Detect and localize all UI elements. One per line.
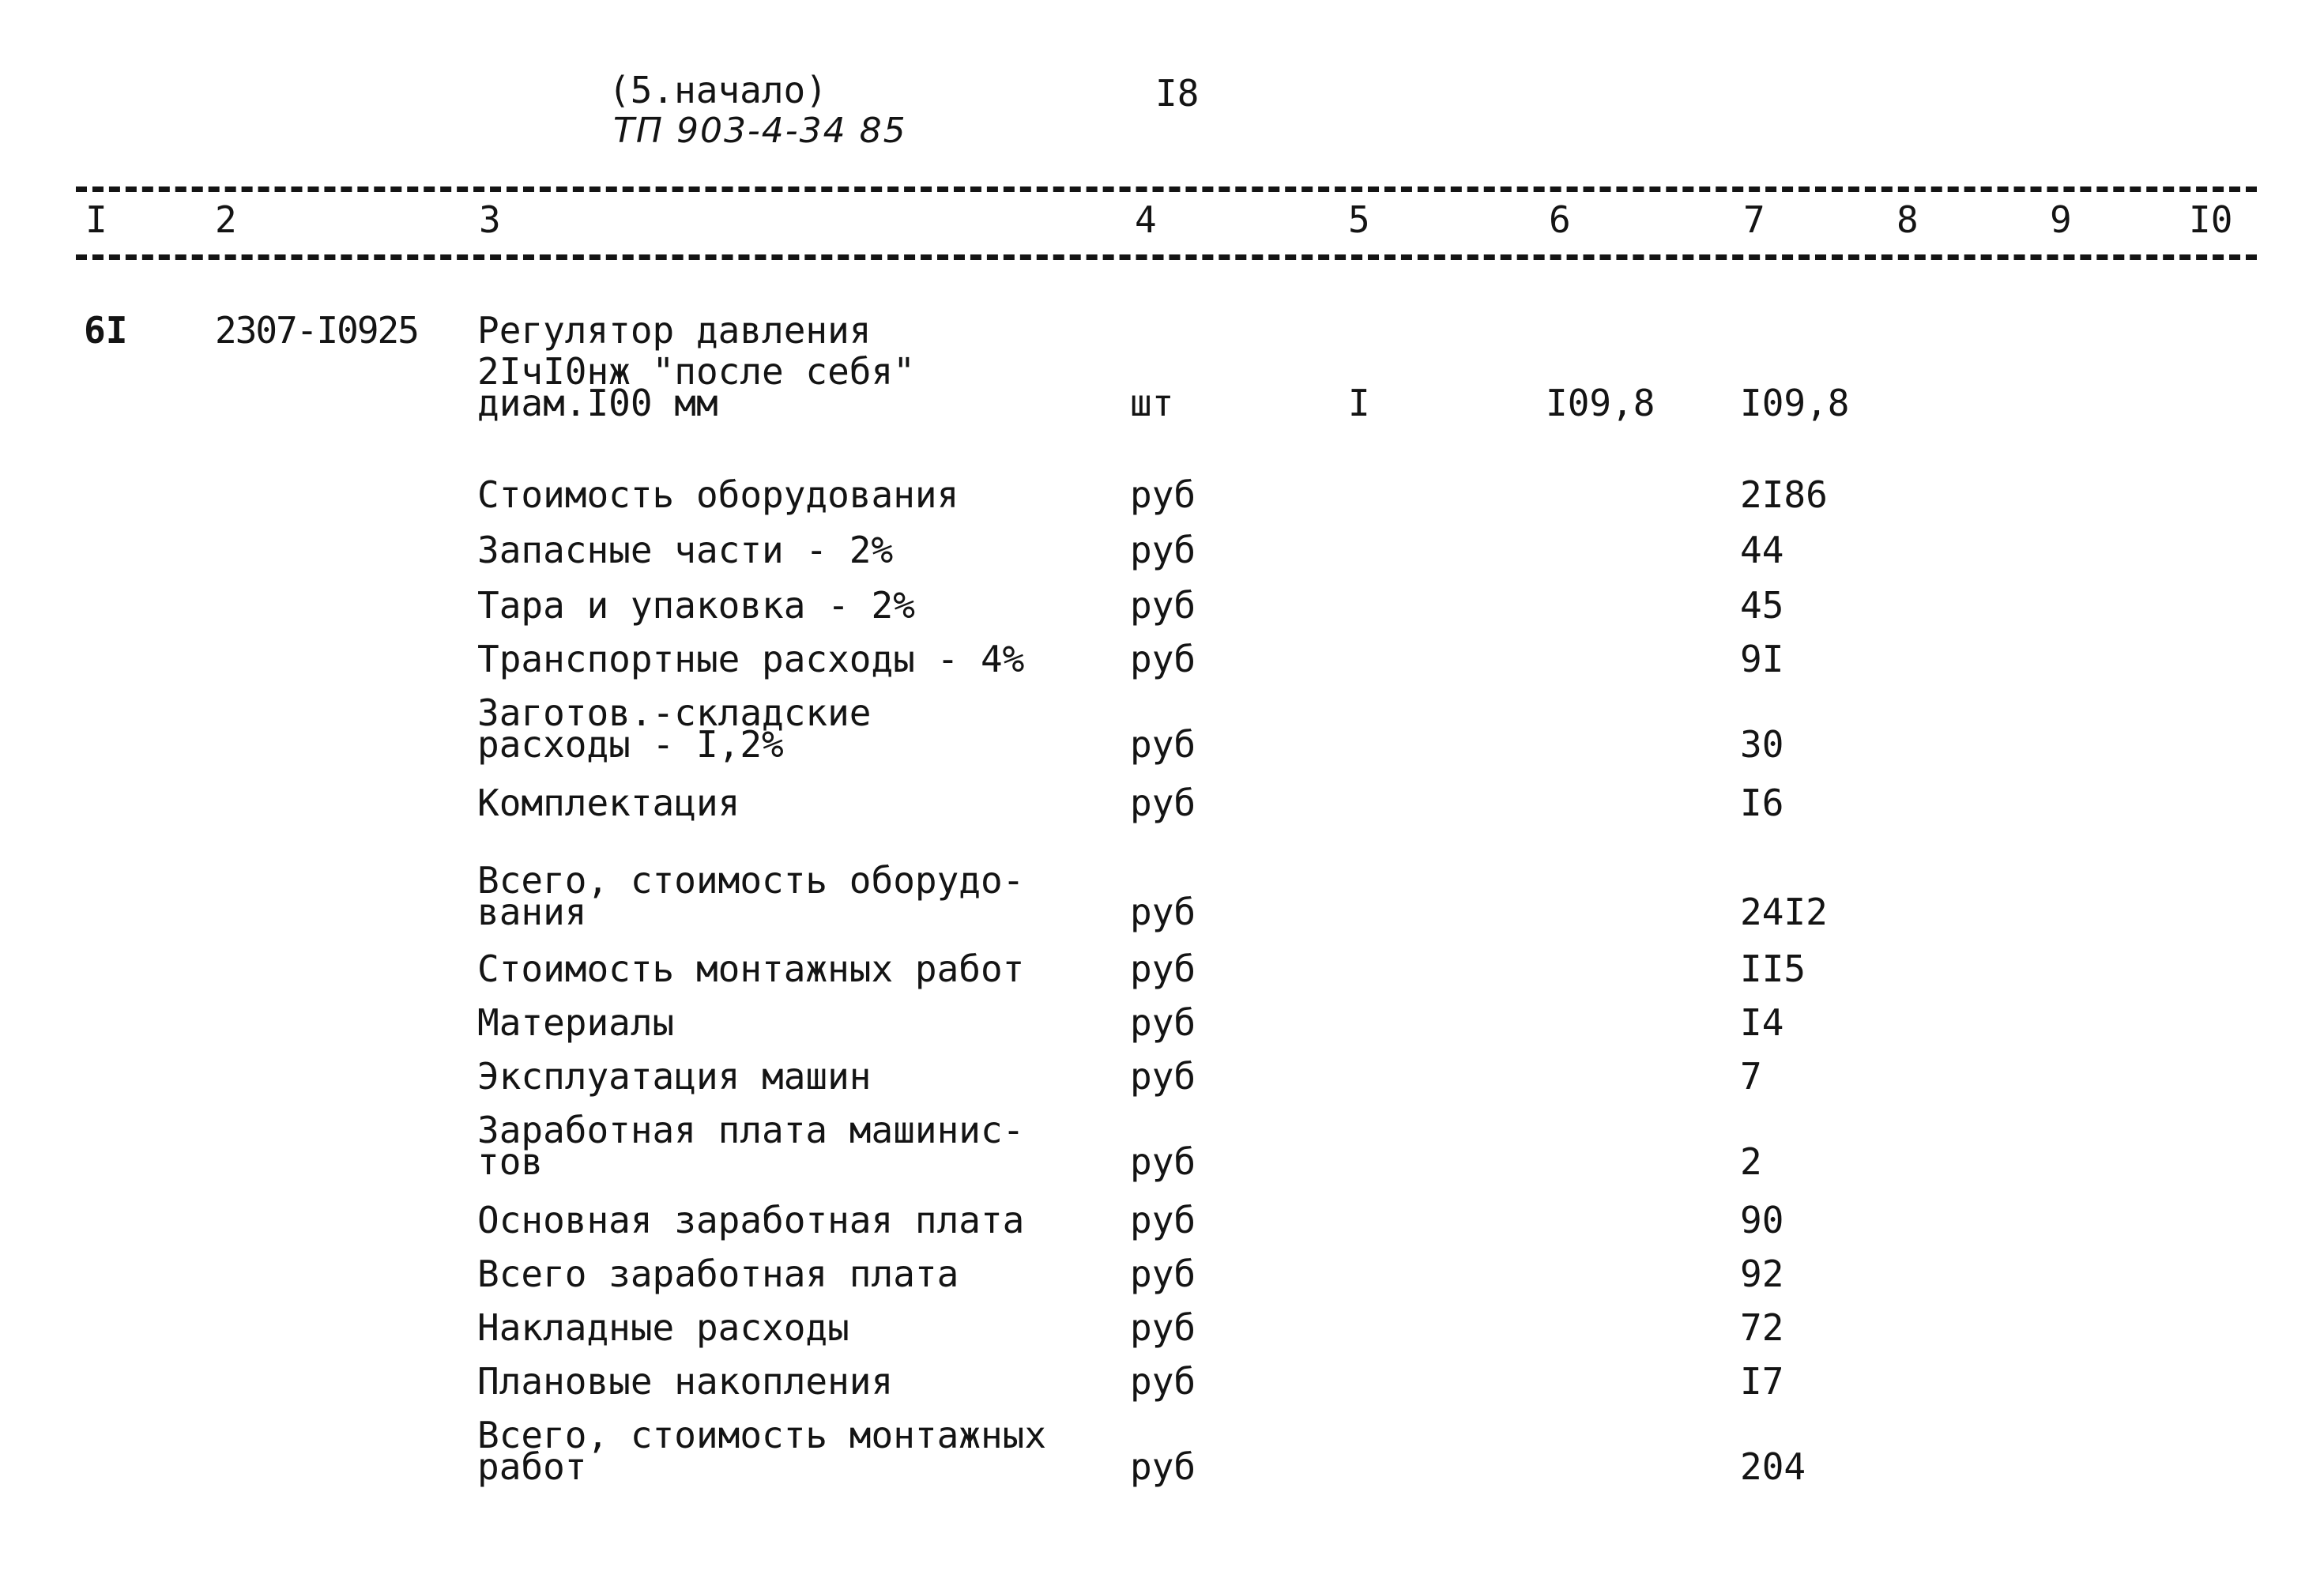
item-name-line-2: 2IчI0нж "после себя" (477, 350, 915, 393)
cost-row-label: расходы - I,2% (477, 723, 784, 766)
item-name-line-3: диам.I00 мм (477, 382, 718, 424)
cost-row-label: тов (477, 1140, 544, 1183)
cost-row-label: Всего, стоимость оборудо- (477, 859, 1025, 902)
header-rule-bottom (76, 254, 2257, 260)
cost-row-label: Заработная плата машинис- (477, 1109, 1025, 1151)
cost-row-label: Заготов.-складские (477, 691, 872, 734)
column-header-8: 8 (1896, 198, 1919, 241)
cost-row-value: 90 (1740, 1199, 1784, 1241)
cost-row-label: Основная заработная плата (477, 1199, 1025, 1241)
column-header-3: 3 (479, 198, 501, 241)
page-number: I8 (1155, 72, 1200, 115)
column-header-2: 2 (215, 198, 237, 241)
cost-row-label: Тара и упаковка - 2% (477, 584, 915, 627)
header-rule-top (76, 186, 2257, 192)
cost-row-label: Комплектация (477, 782, 740, 824)
cost-row-value: I7 (1740, 1360, 1784, 1403)
cost-row-value: 204 (1740, 1445, 1806, 1488)
cost-row-unit: руб (1130, 1253, 1196, 1295)
cost-row-value: 44 (1740, 529, 1784, 571)
column-header-4: 4 (1135, 198, 1157, 241)
item-unit: шт (1130, 382, 1174, 424)
cost-row-value: 2I86 (1740, 473, 1828, 516)
column-header-6: 6 (1549, 198, 1571, 241)
cost-row-value: 30 (1740, 723, 1784, 766)
cost-row-unit: руб (1130, 782, 1196, 824)
column-header-7: 7 (1743, 198, 1765, 241)
cost-row-unit: руб (1130, 1445, 1196, 1488)
cost-row-label: Материалы (477, 1001, 675, 1044)
cost-row-value: I4 (1740, 1001, 1784, 1044)
column-header-9: 9 (2050, 198, 2072, 241)
item-number: 6I (84, 309, 128, 352)
cost-row-value: 24I2 (1740, 891, 1828, 933)
cost-row-unit: руб (1130, 1140, 1196, 1183)
cost-row-label: Всего заработная плата (477, 1253, 959, 1295)
cost-row-label: работ (477, 1445, 587, 1488)
cost-row-unit: руб (1130, 638, 1196, 680)
item-quantity: I (1348, 382, 1370, 424)
handwritten-code: ТП 903-4-34 85 (613, 111, 907, 151)
cost-row-unit: руб (1130, 529, 1196, 571)
column-header-5: 5 (1348, 198, 1370, 241)
cost-row-value: II5 (1740, 947, 1806, 990)
item-price: I09,8 (1546, 382, 1655, 424)
cost-row-unit: руб (1130, 723, 1196, 766)
cost-row-unit: руб (1130, 947, 1196, 990)
cost-row-label: Стоимость оборудования (477, 473, 959, 516)
cost-row-label: Всего, стоимость монтажных (477, 1414, 1047, 1456)
cost-row-label: Накладные расходы (477, 1306, 849, 1349)
cost-row-unit: руб (1130, 1055, 1196, 1098)
cost-row-value: 2 (1740, 1140, 1762, 1183)
item-name-line-1: Регулятор давления (477, 309, 872, 352)
cost-row-label: Транспортные расходы - 4% (477, 638, 1025, 680)
cost-row-value: 9I (1740, 638, 1784, 680)
cost-row-value: 45 (1740, 584, 1784, 627)
cost-row-value: 92 (1740, 1253, 1784, 1295)
cost-row-label: Стоимость монтажных работ (477, 947, 1025, 990)
item-code: 2307-I0925 (215, 309, 418, 352)
item-total: I09,8 (1740, 382, 1850, 424)
cost-row-label: Плановые накопления (477, 1360, 894, 1403)
cost-row-unit: руб (1130, 1001, 1196, 1044)
cost-row-value: I6 (1740, 782, 1784, 824)
column-header-10: I0 (2189, 198, 2233, 241)
section-label: (5.начало) (608, 69, 827, 111)
cost-row-unit: руб (1130, 1306, 1196, 1349)
cost-row-label: Эксплуатация машин (477, 1055, 872, 1098)
cost-row-unit: руб (1130, 584, 1196, 627)
cost-row-unit: руб (1130, 1199, 1196, 1241)
cost-row-unit: руб (1130, 891, 1196, 933)
column-header-1: I (85, 198, 107, 241)
cost-row-value: 7 (1740, 1055, 1762, 1098)
cost-row-label: вания (477, 891, 587, 933)
cost-row-label: Запасные части - 2% (477, 529, 894, 571)
cost-row-unit: руб (1130, 1360, 1196, 1403)
cost-row-value: 72 (1740, 1306, 1784, 1349)
cost-row-unit: руб (1130, 473, 1196, 516)
